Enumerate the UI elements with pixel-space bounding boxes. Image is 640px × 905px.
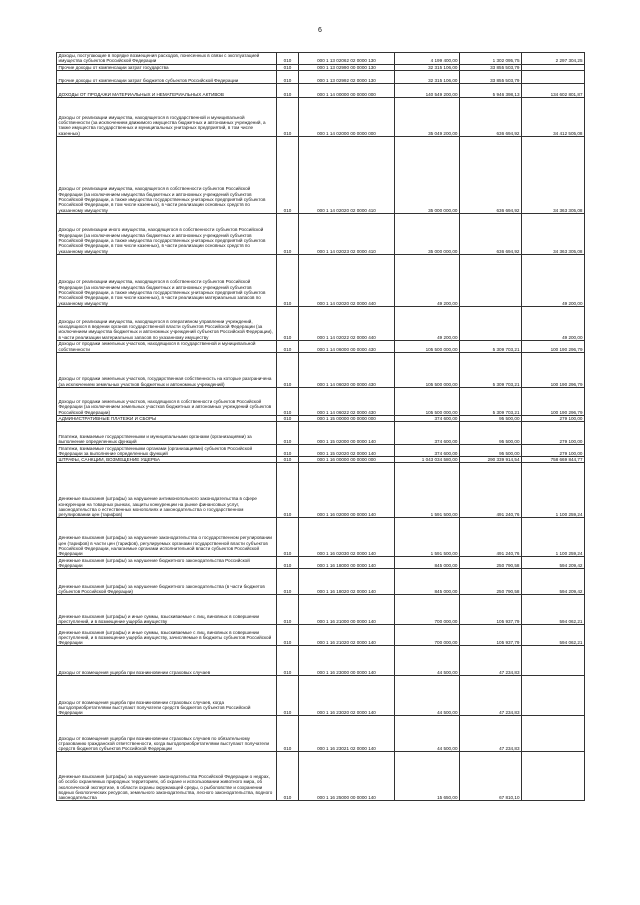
row-remain [522, 676, 585, 716]
row-kbk: 000 1 16 02030 02 0000 140 [299, 518, 395, 557]
row-code: 010 [277, 53, 299, 65]
row-kbk: 000 1 15 02000 00 0000 140 [299, 422, 395, 445]
row-kbk: 000 1 15 00000 00 0000 000 [299, 415, 395, 421]
row-kbk: 000 1 14 02023 02 0000 410 [299, 213, 395, 254]
row-code: 010 [277, 752, 299, 801]
row-fact: 95 500,00 [460, 445, 522, 457]
row-plan: 1 043 034 580,00 [395, 457, 460, 463]
row-kbk: 000 1 13 02990 00 0000 130 [299, 64, 395, 70]
row-fact: 491 240,76 [460, 463, 522, 518]
row-kbk: 000 1 16 00000 00 0000 000 [299, 457, 395, 463]
row-code: 010 [277, 445, 299, 457]
row-code: 010 [277, 569, 299, 595]
row-name: ДОХОДЫ ОТ ПРОДАЖИ МАТЕРИАЛЬНЫХ И НЕМАТЕРИАЛЬНЫХ АКТИВОВ [57, 83, 277, 97]
table-row [57, 445, 585, 457]
row-code: 010 [277, 254, 299, 306]
table-row [57, 716, 585, 752]
row-fact: 636 694,92 [460, 136, 522, 213]
row-fact: 67 810,10 [460, 752, 522, 801]
row-kbk: 000 1 14 02020 02 0000 410 [299, 136, 395, 213]
table-row [57, 340, 585, 352]
row-kbk: 000 1 14 06020 00 0000 430 [299, 352, 395, 387]
row-name: Денежные взыскания (штрафы) за нарушение бюджетного законодательства Российской Федерации [57, 557, 277, 569]
row-fact: 47 234,83 [460, 676, 522, 716]
table-row [57, 625, 585, 646]
table-row [57, 213, 585, 254]
row-name: Доходы от реализации имущества, находящегося в оперативном управлении учреждений, находящихся в ведении органов государственной власти субъектов Российской Федерации (за исключением имущества бюджетных и автономных учреждений субъектов Российской Федерации), в части реализации материальных запасов по указанному имуществу [57, 306, 277, 340]
row-plan: 1 591 500,00 [395, 463, 460, 518]
row-fact: 33 855 503,79 [460, 70, 522, 83]
row-code: 010 [277, 646, 299, 676]
row-plan: 44 500,00 [395, 646, 460, 676]
row-code: 010 [277, 97, 299, 136]
row-plan: 105 500 000,00 [395, 340, 460, 352]
row-fact [460, 306, 522, 340]
row-fact: 250 790,58 [460, 557, 522, 569]
row-name: Доходы от продажи земельных участков, государственная собственность на которые разграничена (за исключением земельных участков бюджетных и автономных учреждений) [57, 352, 277, 387]
revenue-table [56, 52, 585, 801]
table-row [57, 64, 585, 70]
row-name: Доходы от продажи земельных участков, находящихся в собственности субъектов Российской Федерации (за исключением земельных участков бюджетных и автономных учреждений субъектов Российской Федерации) [57, 387, 277, 415]
row-remain: 1 100 259,24 [522, 518, 585, 557]
row-fact: 105 937,79 [460, 625, 522, 646]
row-remain: 100 190 296,79 [522, 387, 585, 415]
row-plan: 32 315 106,00 [395, 70, 460, 83]
row-remain: 100 190 296,79 [522, 352, 585, 387]
row-kbk: 000 1 13 02992 02 0000 130 [299, 70, 395, 83]
row-fact: 250 790,58 [460, 569, 522, 595]
row-plan: 1 591 500,00 [395, 518, 460, 557]
table-row [57, 83, 585, 97]
row-name: Доходы от реализации иного имущества, находящегося в собственности субъектов Российской Федерации (за исключением имущества бюджетных и автономных учреждений субъектов Российской Федерации, а также имущества государственных унитарных предприятий субъектов Российской Федерации, в том числе казенных), в части реализации основных средств по указанному имуществу [57, 213, 277, 254]
row-name: Прочие доходы от компенсации затрат государства [57, 64, 277, 70]
row-plan: 35 000 000,00 [395, 213, 460, 254]
row-fact: 95 500,00 [460, 415, 522, 421]
row-plan: 4 199 400,00 [395, 53, 460, 65]
row-name: Платежи, взимаемые государственными и муниципальными органами (организациями) за выполнение определенных функций [57, 422, 277, 445]
row-code: 010 [277, 306, 299, 340]
row-fact: 5 309 703,21 [460, 352, 522, 387]
row-remain: 594 062,21 [522, 625, 585, 646]
row-remain [522, 752, 585, 801]
row-fact: 491 240,76 [460, 518, 522, 557]
table-row [57, 387, 585, 415]
row-plan: 105 500 000,00 [395, 387, 460, 415]
row-plan: 700 000,00 [395, 595, 460, 625]
row-plan: 44 500,00 [395, 716, 460, 752]
row-name: Доходы от реализации имущества, находящегося в государственной и муниципальной собственности (за исключением движимого имущества бюджетных и автономных учреждений, а также имущества государственных и муниципальных унитарных предприятий, в том числе казенных) [57, 97, 277, 136]
page-number: 6 [318, 27, 322, 34]
row-fact: 290 339 914,54 [460, 457, 522, 463]
row-code: 010 [277, 457, 299, 463]
row-remain: 594 209,42 [522, 569, 585, 595]
row-plan: 700 000,00 [395, 625, 460, 646]
row-name: Доходы, поступающие в порядке возмещения расходов, понесенных в связи с эксплуатацией имущества субъектов Российской Федерации [57, 53, 277, 65]
row-fact: 5 309 703,21 [460, 387, 522, 415]
row-fact: 636 694,92 [460, 97, 522, 136]
table-row [57, 415, 585, 421]
row-kbk: 000 1 13 02062 02 0000 130 [299, 53, 395, 65]
row-fact: 1 302 095,75 [460, 53, 522, 65]
table-row [57, 463, 585, 518]
row-fact: 33 855 503,79 [460, 64, 522, 70]
row-name: Денежные взыскания (штрафы) и иные суммы, взыскиваемые с лиц, виновных в совершении преступлений, и в возмещение ущерба имуществу, зачисляемые в бюджеты субъектов Российской Федерации [57, 625, 277, 646]
row-code: 010 [277, 676, 299, 716]
row-kbk: 000 1 14 00000 00 0000 000 [299, 83, 395, 97]
row-remain [522, 70, 585, 83]
row-plan: 140 549 200,00 [395, 83, 460, 97]
row-kbk: 000 1 16 21000 00 0000 140 [299, 595, 395, 625]
row-code: 010 [277, 340, 299, 352]
row-kbk: 000 1 14 02022 02 0000 440 [299, 306, 395, 340]
row-code: 010 [277, 625, 299, 646]
row-remain: 758 669 844,77 [522, 457, 585, 463]
row-plan: 44 500,00 [395, 676, 460, 716]
table-row [57, 676, 585, 716]
row-name: АДМИНИСТРАТИВНЫЕ ПЛАТЕЖИ И СБОРЫ [57, 415, 277, 421]
row-remain: 34 363 305,08 [522, 136, 585, 213]
row-code: 010 [277, 83, 299, 97]
row-kbk: 000 1 16 23021 02 0000 140 [299, 716, 395, 752]
table-row [57, 352, 585, 387]
row-fact: 5 946 398,13 [460, 83, 522, 97]
table-row [57, 70, 585, 83]
table-row [57, 752, 585, 801]
row-remain [522, 646, 585, 676]
row-kbk: 000 1 16 25000 00 0000 140 [299, 752, 395, 801]
row-code: 010 [277, 716, 299, 752]
row-kbk: 000 1 14 06000 00 0000 430 [299, 340, 395, 352]
row-remain: 279 100,00 [522, 422, 585, 445]
row-name: Денежные взыскания (штрафы) за нарушение законодательства Российской Федерации о недрах, об особо охраняемых природных территориях, об охране и использовании животного мира, об экологической экспертизе, в области охраны окружающей среды, о рыболовстве и сохранении водных биологических ресурсов, земельного законодательства, лесного законодательства, водного законодательства [57, 752, 277, 801]
table-row [57, 97, 585, 136]
row-plan: 49 200,00 [395, 306, 460, 340]
row-code: 010 [277, 415, 299, 421]
table-row [57, 646, 585, 676]
table-row [57, 136, 585, 213]
row-code: 010 [277, 136, 299, 213]
row-name: Прочие доходы от компенсации затрат бюджетов субъектов Российской Федерации [57, 70, 277, 83]
row-name: Денежные взыскания (штрафы) за нарушение законодательства о государственном регулировании цен (тарифов) в части цен (тарифов), регулируемых органами государственной власти субъектов Российской Федерации, налагаемые органами исполнительной власти субъектов Российской Федерации [57, 518, 277, 557]
row-code: 010 [277, 213, 299, 254]
row-plan: 845 000,00 [395, 557, 460, 569]
row-code: 010 [277, 387, 299, 415]
row-plan: 845 000,00 [395, 569, 460, 595]
row-plan: 49 200,00 [395, 254, 460, 306]
row-fact: 47 234,83 [460, 716, 522, 752]
row-remain: 1 100 259,24 [522, 463, 585, 518]
row-name: Доходы от возмещения ущерба при возникновении страховых случаев, когда выгодоприобретателями выступают получатели средств бюджетов субъектов Российской Федерации [57, 676, 277, 716]
table-row [57, 306, 585, 340]
row-code: 010 [277, 518, 299, 557]
row-remain: 134 602 801,87 [522, 83, 585, 97]
row-plan: 35 000 000,00 [395, 136, 460, 213]
row-plan: 35 049 200,00 [395, 97, 460, 136]
row-name: Доходы от реализации имущества, находящегося в собственности субъектов Российской Федерации (за исключением имущества бюджетных и автономных учреждений субъектов Российской Федерации, а также имущества государственных унитарных предприятий субъектов Российской Федерации, в том числе казенных), в части реализации основных средств по указанному имуществу [57, 136, 277, 213]
row-remain: 594 209,42 [522, 557, 585, 569]
row-code: 010 [277, 557, 299, 569]
table-row [57, 595, 585, 625]
row-name: Платежи, взимаемые государственными органами (организациями) субъектов Российской Федерации за выполнение определенных функций [57, 445, 277, 457]
row-code: 010 [277, 70, 299, 83]
row-fact: 47 234,83 [460, 646, 522, 676]
row-code: 010 [277, 64, 299, 70]
row-kbk: 000 1 16 23020 02 0000 140 [299, 676, 395, 716]
row-fact: 636 694,92 [460, 213, 522, 254]
row-remain: 34 363 305,08 [522, 213, 585, 254]
row-plan: 32 315 106,00 [395, 64, 460, 70]
row-plan: 374 600,00 [395, 445, 460, 457]
row-plan: 374 600,00 [395, 422, 460, 445]
row-remain: 279 100,00 [522, 445, 585, 457]
row-kbk: 000 1 16 02000 00 0000 140 [299, 463, 395, 518]
row-kbk: 000 1 16 21020 02 0000 140 [299, 625, 395, 646]
row-fact: 105 937,79 [460, 595, 522, 625]
table-row [57, 457, 585, 463]
row-remain: 49 200,00 [522, 306, 585, 340]
row-kbk: 000 1 15 02020 02 0000 140 [299, 445, 395, 457]
row-remain: 34 412 505,08 [522, 97, 585, 136]
row-remain: 2 297 304,25 [522, 53, 585, 65]
row-remain: 279 100,00 [522, 415, 585, 421]
row-kbk: 000 1 16 18000 00 0000 140 [299, 557, 395, 569]
row-kbk: 000 1 14 06022 02 0000 430 [299, 387, 395, 415]
row-fact [460, 254, 522, 306]
row-fact: 5 309 703,21 [460, 340, 522, 352]
row-name: Доходы от возмещения ущерба при возникновении страховых случаев по обязательному страхованию гражданской ответственности, когда выгодоприобретателями выступают получатели средств бюджетов субъектов Российской Федерации [57, 716, 277, 752]
row-plan: 374 600,00 [395, 415, 460, 421]
row-code: 010 [277, 352, 299, 387]
table-row [57, 557, 585, 569]
table-row [57, 518, 585, 557]
table-row [57, 53, 585, 65]
row-kbk: 000 1 14 02000 00 0000 000 [299, 97, 395, 136]
row-remain [522, 716, 585, 752]
row-plan: 15 650,00 [395, 752, 460, 801]
row-remain: 594 062,21 [522, 595, 585, 625]
row-name: Доходы от продажи земельных участков, находящихся в государственной и муниципальной собственности [57, 340, 277, 352]
row-plan: 105 500 000,00 [395, 352, 460, 387]
row-code: 010 [277, 595, 299, 625]
table-row [57, 254, 585, 306]
row-name: Денежные взыскания (штрафы) и иные суммы, взыскиваемые с лиц, виновных в совершении преступлений, и в возмещение ущерба имуществу [57, 595, 277, 625]
row-code: 010 [277, 463, 299, 518]
row-remain: 100 190 296,79 [522, 340, 585, 352]
table-row [57, 422, 585, 445]
row-name: Доходы от реализации имущества, находящегося в собственности субъектов Российской Федерации (за исключением имущества бюджетных и автономных учреждений субъектов Российской Федерации, а также имущества государственных унитарных предприятий субъектов Российской Федерации, в том числе казенных), в части реализации материальных запасов по указанному имуществу [57, 254, 277, 306]
row-kbk: 000 1 16 23000 00 0000 140 [299, 646, 395, 676]
row-name: ШТРАФЫ, САНКЦИИ, ВОЗМЕЩЕНИЕ УЩЕРБА [57, 457, 277, 463]
row-code: 010 [277, 422, 299, 445]
row-remain: 49 200,00 [522, 254, 585, 306]
row-name: Денежные взыскания (штрафы) за нарушение бюджетного законодательства (в части бюджетов субъектов Российской Федерации) [57, 569, 277, 595]
row-name: Доходы от возмещения ущерба при возникновении страховых случаев [57, 646, 277, 676]
row-kbk: 000 1 14 02020 02 0000 440 [299, 254, 395, 306]
row-name: Денежные взыскания (штрафы) за нарушение антимонопольного законодательства в сфере конкуренции на товарных рынках, защиты конкуренции на рынке финансовых услуг, законодательства о естественных монополиях и законодательства о государственном регулировании цен (тарифов) [57, 463, 277, 518]
table-row [57, 569, 585, 595]
row-kbk: 000 1 16 18020 02 0000 140 [299, 569, 395, 595]
row-fact: 95 500,00 [460, 422, 522, 445]
